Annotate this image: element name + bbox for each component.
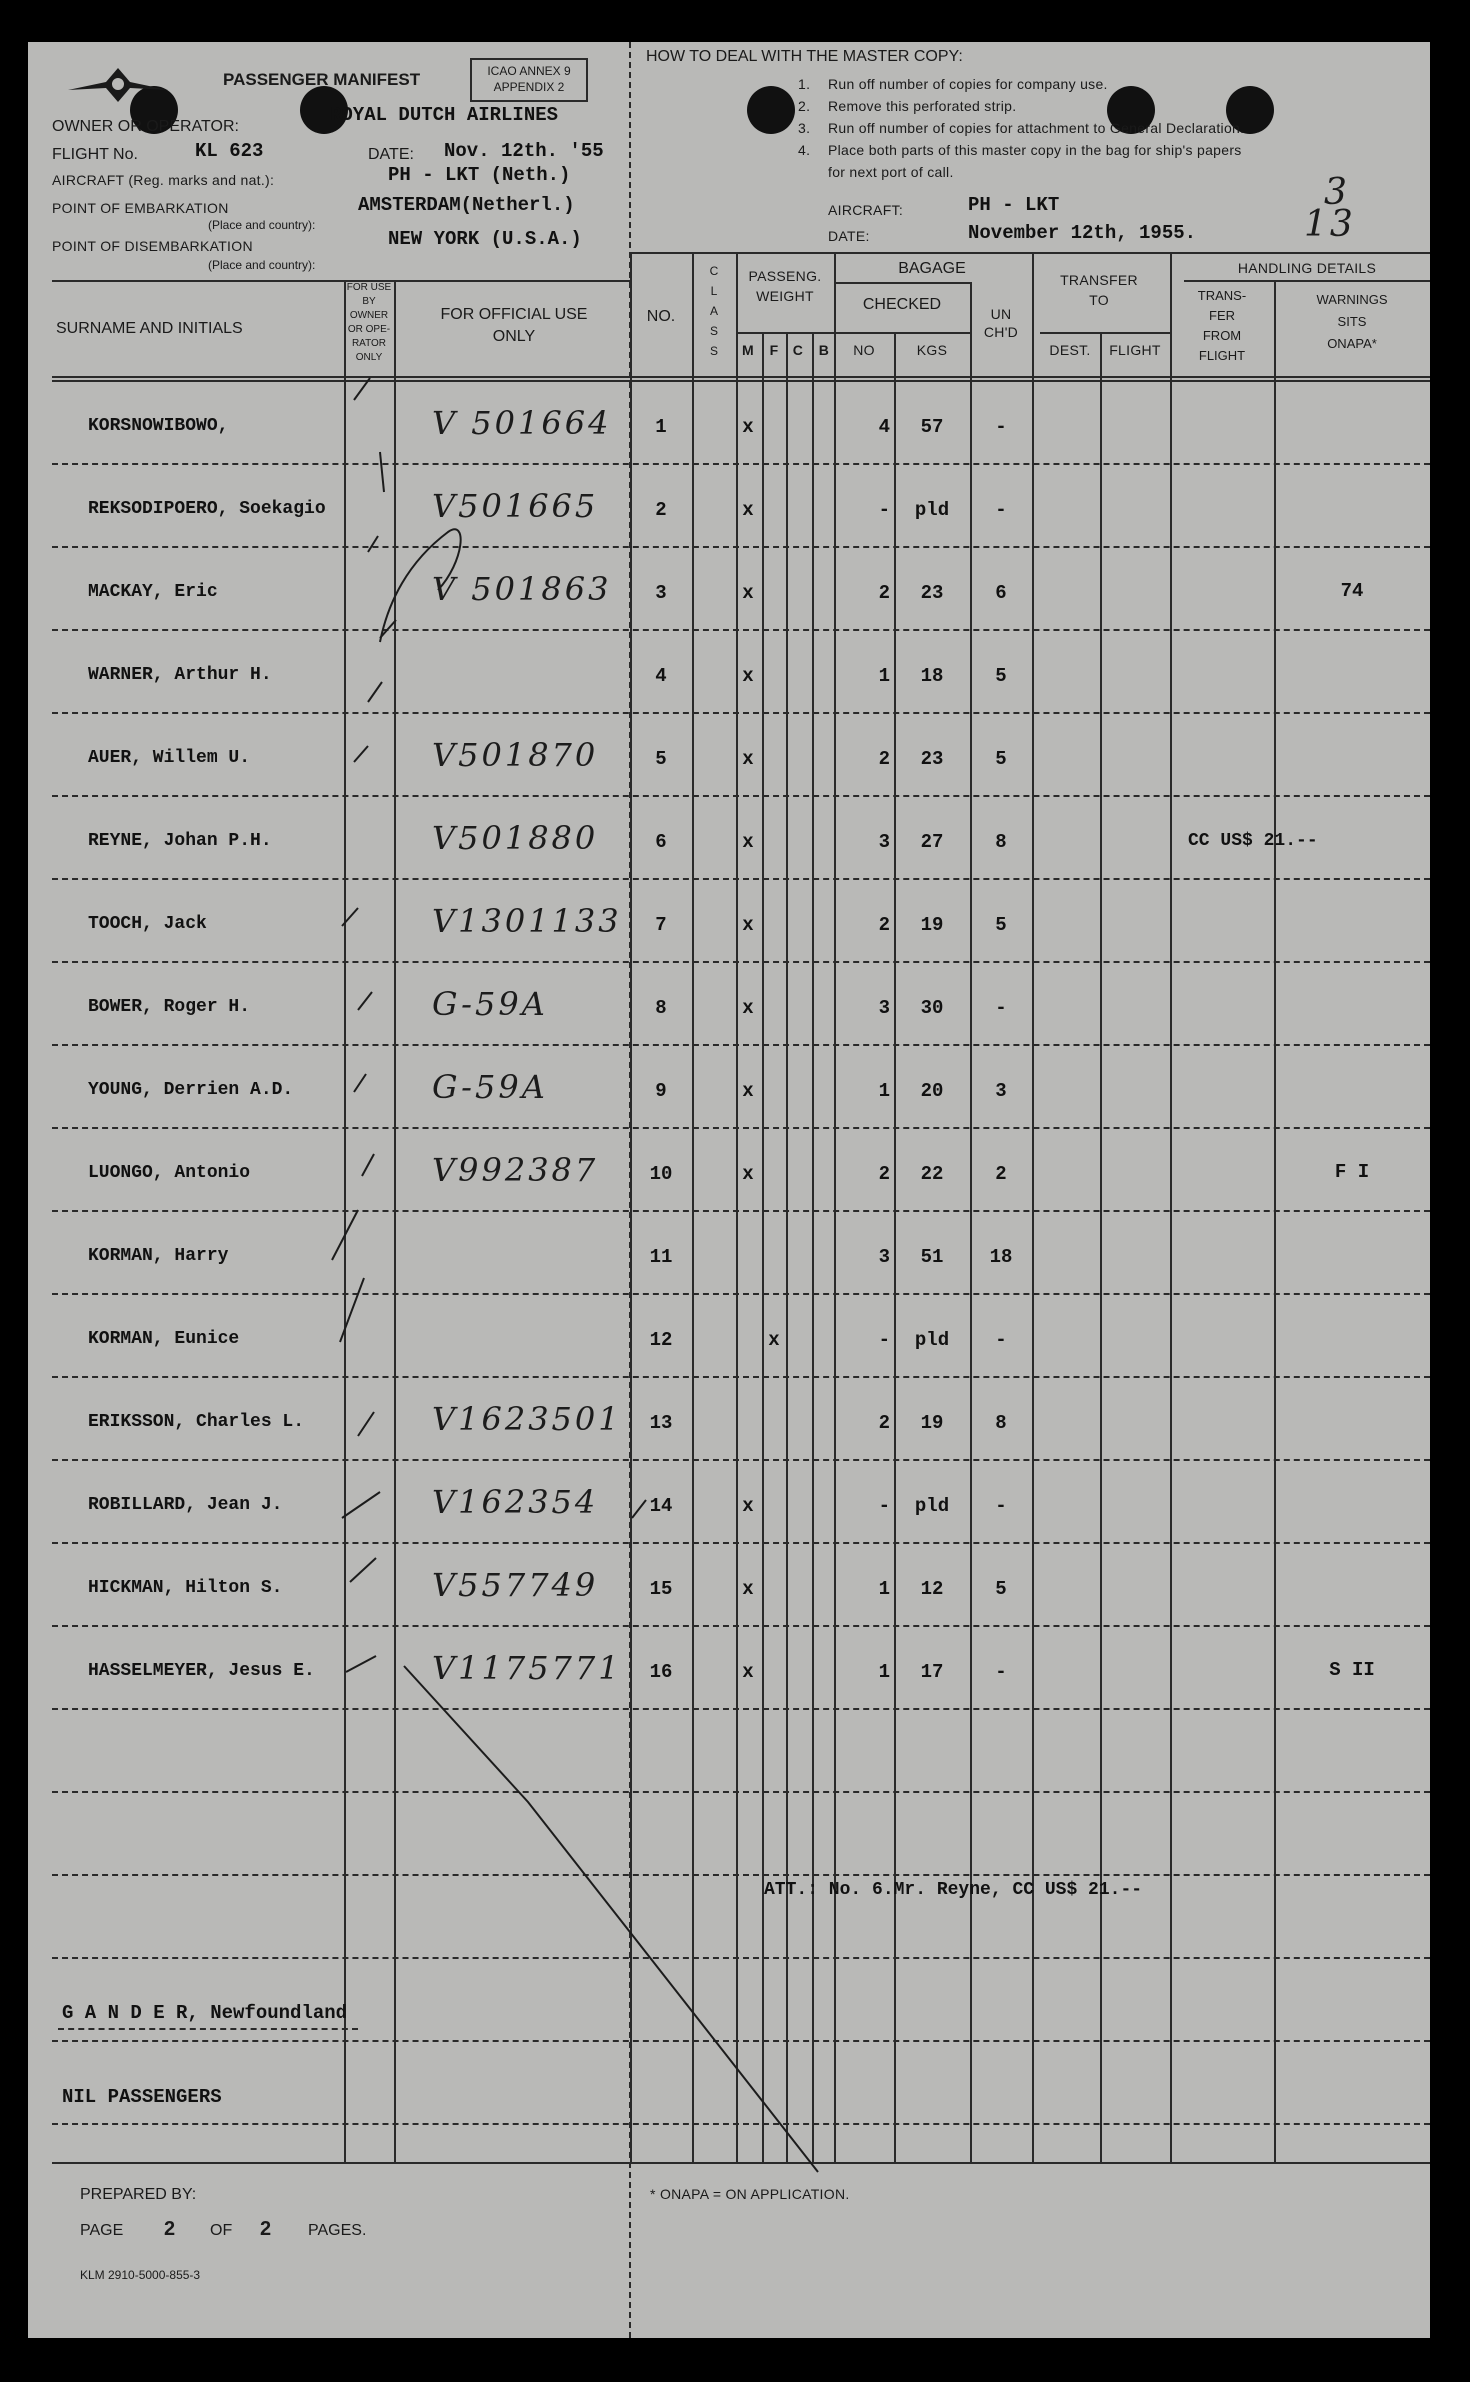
passenger-type-mark: x — [768, 1329, 780, 1351]
passenger-name: TOOCH, Jack — [88, 914, 207, 934]
baggage-weight: 22 — [920, 1163, 944, 1185]
col-passeng-weight: WEIGHT — [756, 288, 814, 304]
row-line — [52, 1210, 1430, 1212]
passenger-type-mark: x — [742, 748, 754, 770]
instructions-title: HOW TO DEAL WITH THE MASTER COPY: — [646, 48, 963, 65]
col-transfer: TRANSFER — [1060, 272, 1138, 288]
passenger-type-mark: x — [742, 831, 754, 853]
passenger-type-mark: x — [742, 499, 754, 521]
instr-aircraft-value: PH - LKT — [968, 194, 1060, 216]
row-line — [52, 1874, 1430, 1876]
row-line — [52, 1542, 1430, 1544]
row-number: 8 — [655, 997, 667, 1019]
grid-line — [692, 252, 694, 2162]
date-value: Nov. 12th. '55 — [444, 140, 604, 162]
unchecked-count: - — [995, 1661, 1007, 1683]
col-warnings-line: SITS — [1337, 314, 1367, 329]
klm-logo-icon — [58, 58, 178, 118]
row-number: 11 — [649, 1246, 673, 1268]
row-number: 1 — [655, 416, 667, 438]
official-use-entry: G-59A — [432, 985, 548, 1023]
passenger-name: KORMAN, Harry — [88, 1246, 229, 1266]
baggage-count: 3 — [878, 997, 890, 1019]
col-class-letter: S — [709, 324, 718, 338]
handling-note: CC US$ 21.-- — [1188, 831, 1318, 851]
row-number: 9 — [655, 1080, 667, 1102]
baggage-count: 3 — [878, 1246, 890, 1268]
place-country-note: (Place and country): — [208, 258, 316, 272]
passenger-name: REKSODIPOERO, Soekagio — [88, 499, 326, 519]
baggage-count: 1 — [878, 1578, 890, 1600]
instruction-text: Run off number of copies for company use. — [828, 76, 1108, 92]
flight-label: FLIGHT No. — [52, 146, 138, 163]
baggage-weight: 18 — [920, 665, 944, 687]
official-use-entry: V501880 — [432, 819, 599, 857]
row-line — [52, 1376, 1430, 1378]
col-checked-kgs: KGS — [916, 342, 948, 358]
passenger-type-mark: x — [742, 582, 754, 604]
page-number: 2 — [164, 2218, 176, 2240]
official-use-entry: V1175771 — [432, 1649, 622, 1687]
unchecked-count: 2 — [995, 1163, 1007, 1185]
col-class-letter: A — [709, 304, 718, 318]
grid-line — [736, 332, 834, 334]
of-label: OF — [210, 2222, 233, 2239]
grid-line — [1184, 280, 1430, 282]
row-line — [52, 1127, 1430, 1129]
grid-line — [1040, 332, 1170, 334]
grid-line — [834, 282, 972, 284]
row-number: 4 — [655, 665, 667, 687]
col-checked-no: NO — [853, 342, 875, 358]
passenger-name: ERIKSSON, Charles L. — [88, 1412, 305, 1432]
baggage-count: 2 — [878, 582, 890, 604]
pages-label: PAGES. — [308, 2222, 367, 2239]
col-no: NO. — [646, 308, 676, 325]
icao-box — [470, 58, 588, 102]
official-use-entry: V557749 — [432, 1566, 599, 1604]
baggage-count: 1 — [878, 1080, 890, 1102]
unchecked-count: - — [995, 1495, 1007, 1517]
instruction-text: Run off number of copies for attachment to General Declaration. — [828, 120, 1245, 136]
col-unchd: UN — [990, 306, 1012, 322]
page-mark: 3 — [1324, 172, 1350, 213]
row-number: 12 — [649, 1329, 673, 1351]
passenger-name: KORSNOWIBOWO, — [88, 416, 229, 436]
col-owner-use-line: OR OPE- — [347, 324, 391, 335]
baggage-weight: 12 — [920, 1578, 944, 1600]
passenger-name: ROBILLARD, Jean J. — [88, 1495, 283, 1515]
baggage-weight: 51 — [920, 1246, 944, 1268]
baggage-weight: 23 — [920, 748, 944, 770]
row-line — [52, 1957, 1430, 1959]
instruction-number: 2. — [798, 98, 811, 114]
official-use-entry: G-59A — [432, 1068, 548, 1106]
onapa-note: * ONAPA = ON APPLICATION. — [650, 2186, 850, 2202]
official-use-entry: V501665 — [432, 487, 599, 525]
flight-value: KL 623 — [195, 140, 264, 162]
page-label: PAGE — [80, 2222, 124, 2239]
baggage-weight: pld — [914, 1329, 950, 1351]
grid-line — [52, 380, 1430, 382]
baggage-count: 2 — [878, 748, 890, 770]
official-use-entry: V 501863 — [432, 570, 612, 608]
baggage-count: 3 — [878, 831, 890, 853]
baggage-weight: 57 — [920, 416, 944, 438]
baggage-weight: 23 — [920, 582, 944, 604]
baggage-count: 2 — [878, 914, 890, 936]
row-number: 13 — [649, 1412, 673, 1434]
row-number: 3 — [655, 582, 667, 604]
unchecked-count: - — [995, 1329, 1007, 1351]
col-unchd: CH'D — [983, 324, 1019, 340]
row-number: 6 — [655, 831, 667, 853]
passenger-name: KORMAN, Eunice — [88, 1329, 240, 1349]
instr-date-label: DATE: — [828, 228, 870, 244]
instruction-number: 4. — [798, 142, 811, 158]
col-transfer-from-line: FROM — [1202, 328, 1242, 343]
passenger-type-mark: x — [742, 665, 754, 687]
row-line — [52, 961, 1430, 963]
unchecked-count: - — [995, 499, 1007, 521]
baggage-weight: 27 — [920, 831, 944, 853]
disembark-value: NEW YORK (U.S.A.) — [388, 228, 582, 250]
grid-line — [52, 2162, 1430, 2164]
row-number: 10 — [649, 1163, 673, 1185]
col-warnings-line: ONAPA* — [1327, 336, 1377, 351]
aircraft-value: PH - LKT (Neth.) — [388, 164, 571, 186]
official-use-entry: V992387 — [432, 1151, 599, 1189]
baggage-count: - — [878, 1329, 890, 1351]
instruction-text: Place both parts of this master copy in the bag for ship's papers — [828, 142, 1242, 158]
col-mfcb-letter: F — [769, 342, 779, 358]
col-transfer-from-line: FER — [1209, 308, 1235, 323]
row-line — [52, 2123, 1430, 2125]
unchecked-count: 5 — [995, 914, 1007, 936]
aircraft-label: AIRCRAFT (Reg. marks and nat.): — [52, 172, 275, 188]
row-line — [52, 1625, 1430, 1627]
instruction-number: 1. — [798, 76, 811, 92]
col-class-letter: S — [709, 344, 718, 358]
warning-entry: S II — [1329, 1659, 1375, 1681]
grid-line — [394, 280, 396, 2162]
unchecked-count: - — [995, 416, 1007, 438]
col-handling: HANDLING DETAILS — [1237, 260, 1377, 276]
baggage-count: - — [878, 1495, 890, 1517]
grid-line — [736, 252, 738, 2162]
baggage-count: - — [878, 499, 890, 521]
col-owner-use-line: ONLY — [355, 352, 383, 363]
col-owner-use-line: RATOR — [351, 338, 387, 349]
page-total: 2 — [260, 2218, 272, 2240]
date-label: DATE: — [368, 146, 414, 163]
col-baggage: BAGAGE — [898, 260, 966, 277]
passenger-type-mark: x — [742, 914, 754, 936]
prepared-by: PREPARED BY: — [80, 2186, 197, 2203]
unchecked-count: 5 — [995, 665, 1007, 687]
passenger-type-mark: x — [742, 416, 754, 438]
col-official-use: ONLY — [492, 328, 536, 345]
instr-aircraft-label: AIRCRAFT: — [828, 202, 904, 218]
col-owner-use-line: BY — [362, 296, 376, 307]
row-line — [52, 1708, 1430, 1710]
row-number: 15 — [649, 1578, 673, 1600]
col-flight: FLIGHT — [1109, 342, 1161, 358]
unchecked-count: 5 — [995, 1578, 1007, 1600]
row-number: 2 — [655, 499, 667, 521]
col-transfer: TO — [1089, 292, 1109, 308]
underline — [58, 2028, 358, 2030]
official-use-entry: V162354 — [432, 1483, 599, 1521]
passenger-name: AUER, Willem U. — [88, 748, 251, 768]
passenger-type-mark: x — [742, 997, 754, 1019]
form-title: PASSENGER MANIFEST — [223, 70, 421, 89]
grid-line — [52, 280, 630, 282]
owner-label: OWNER OR OPERATOR: — [52, 118, 239, 135]
baggage-weight: 30 — [920, 997, 944, 1019]
manifest-paper — [28, 42, 1430, 2338]
instruction-number: 3. — [798, 120, 811, 136]
grid-line — [630, 252, 632, 2162]
row-line — [52, 463, 1430, 465]
row-line — [52, 629, 1430, 631]
col-official-use: FOR OFFICIAL USE — [440, 306, 588, 323]
baggage-weight: 19 — [920, 1412, 944, 1434]
page-mark: 13 — [1304, 204, 1356, 245]
unchecked-count: 8 — [995, 831, 1007, 853]
baggage-weight: pld — [914, 499, 950, 521]
unchecked-count: 18 — [989, 1246, 1013, 1268]
grid-line — [834, 332, 970, 334]
official-use-entry: V1301133 — [432, 902, 622, 940]
nil-passengers: NIL PASSENGERS — [62, 2086, 222, 2108]
col-class-letter: L — [710, 284, 718, 298]
row-line — [52, 546, 1430, 548]
icao-line: APPENDIX 2 — [493, 80, 565, 94]
warning-entry: F I — [1334, 1161, 1370, 1183]
grid-line — [630, 252, 1430, 254]
unchecked-count: 6 — [995, 582, 1007, 604]
pen-strokes — [28, 42, 1430, 2338]
instruction-text: Remove this perforated strip. — [828, 98, 1017, 114]
passenger-name: BOWER, Roger H. — [88, 997, 251, 1017]
baggage-count: 2 — [878, 1412, 890, 1434]
warning-entry: 74 — [1340, 580, 1364, 602]
baggage-count: 4 — [878, 416, 890, 438]
row-line — [52, 2040, 1430, 2042]
icao-line: ICAO ANNEX 9 — [487, 64, 571, 78]
passenger-name: WARNER, Arthur H. — [88, 665, 272, 685]
col-class-letter: C — [709, 264, 719, 278]
form-code: KLM 2910-5000-855-3 — [80, 2268, 201, 2282]
official-use-entry: V1623501 — [432, 1400, 622, 1438]
col-warnings-line: WARNINGS — [1316, 292, 1388, 307]
col-surname: SURNAME AND INITIALS — [56, 320, 243, 337]
col-checked: CHECKED — [862, 296, 942, 313]
passenger-name: HICKMAN, Hilton S. — [88, 1578, 283, 1598]
baggage-count: 1 — [878, 1661, 890, 1683]
passenger-name: MACKAY, Eric — [88, 582, 218, 602]
row-line — [52, 878, 1430, 880]
grid-line — [344, 280, 346, 2162]
passenger-name: YOUNG, Derrien A.D. — [88, 1080, 294, 1100]
unchecked-count: 3 — [995, 1080, 1007, 1102]
col-owner-use-line: OWNER — [349, 310, 389, 321]
grid-line — [1032, 252, 1034, 2162]
row-number: 16 — [649, 1661, 673, 1683]
baggage-weight: 19 — [920, 914, 944, 936]
col-transfer-from-line: FLIGHT — [1198, 348, 1246, 363]
owner-value: ROYAL DUTCH AIRLINES — [330, 104, 559, 126]
gander-note: G A N D E R, Newfoundland — [62, 2002, 348, 2024]
grid-line — [1170, 252, 1172, 2162]
baggage-weight: 20 — [920, 1080, 944, 1102]
grid-line — [834, 252, 836, 2162]
instr-date-value: November 12th, 1955. — [968, 222, 1197, 244]
passenger-type-mark: x — [742, 1578, 754, 1600]
att-note: ATT.: No. 6.Mr. Reyne, CC US$ 21.-- — [764, 1880, 1143, 1900]
grid-line — [52, 376, 1430, 378]
row-number: 7 — [655, 914, 667, 936]
grid-line — [1274, 280, 1276, 2162]
col-transfer-from-line: TRANS- — [1197, 288, 1247, 303]
col-mfcb-letter: B — [818, 342, 830, 358]
unchecked-count: 8 — [995, 1412, 1007, 1434]
instruction-text: for next port of call. — [828, 164, 954, 180]
baggage-count: 2 — [878, 1163, 890, 1185]
passenger-type-mark: x — [742, 1661, 754, 1683]
place-country-note: (Place and country): — [208, 218, 316, 232]
passenger-type-mark: x — [742, 1163, 754, 1185]
col-passeng-weight: PASSENG. — [748, 268, 822, 284]
passenger-name: HASSELMEYER, Jesus E. — [88, 1661, 315, 1681]
row-number: 14 — [649, 1495, 673, 1517]
baggage-count: 1 — [878, 665, 890, 687]
embark-value: AMSTERDAM(Netherl.) — [358, 194, 575, 216]
row-line — [52, 795, 1430, 797]
col-dest: DEST. — [1049, 342, 1091, 358]
row-line — [52, 1791, 1430, 1793]
row-line — [52, 1459, 1430, 1461]
row-line — [52, 1044, 1430, 1046]
baggage-weight: pld — [914, 1495, 950, 1517]
row-line — [52, 712, 1430, 714]
disembark-label: POINT OF DISEMBARKATION — [52, 238, 253, 254]
unchecked-count: 5 — [995, 748, 1007, 770]
col-mfcb-letter: C — [792, 342, 804, 358]
baggage-weight: 17 — [920, 1661, 944, 1683]
embark-label: POINT OF EMBARKATION — [52, 200, 229, 216]
row-number: 5 — [655, 748, 667, 770]
passenger-type-mark: x — [742, 1495, 754, 1517]
col-mfcb-letter: M — [742, 342, 754, 358]
passenger-type-mark: x — [742, 1080, 754, 1102]
official-use-entry: V 501664 — [432, 404, 612, 442]
official-use-entry: V501870 — [432, 736, 599, 774]
col-owner-use-line: FOR USE — [346, 282, 392, 293]
passenger-name: REYNE, Johan P.H. — [88, 831, 272, 851]
passenger-name: LUONGO, Antonio — [88, 1163, 251, 1183]
punch-hole — [747, 86, 795, 134]
row-line — [52, 1293, 1430, 1295]
unchecked-count: - — [995, 997, 1007, 1019]
